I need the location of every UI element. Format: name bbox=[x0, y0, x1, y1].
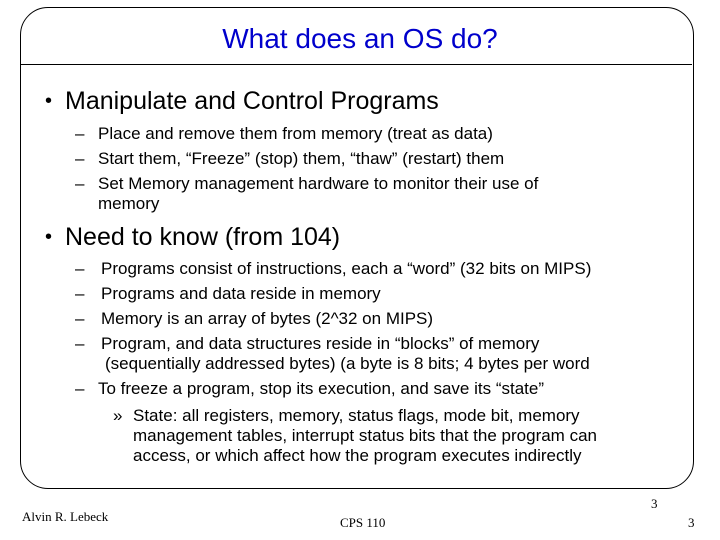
dash-marker: – bbox=[75, 259, 85, 278]
bullet-dot-icon: • bbox=[45, 226, 53, 248]
dash-marker: – bbox=[75, 334, 85, 353]
slide-number-inner: 3 bbox=[651, 496, 658, 511]
bullet-text: Manipulate and Control Programs bbox=[65, 87, 439, 115]
dash-marker: – bbox=[75, 149, 85, 168]
subitem-text-continued: (sequentially addressed bytes) (a byte is 8 bits; 4 bytes per word bbox=[105, 354, 590, 373]
dash-marker: – bbox=[75, 379, 85, 398]
sub-subitem-text-continued: access, or which affect how the program executes indirectly bbox=[133, 446, 582, 465]
sub-subitem-text-continued: management tables, interrupt status bits that the program can bbox=[133, 426, 597, 445]
dash-marker: – bbox=[75, 124, 85, 143]
dash-marker: – bbox=[75, 309, 85, 328]
subitem-text: Start them, “Freeze” (stop) them, “thaw” (restart) them bbox=[98, 149, 505, 168]
slide-title: What does an OS do? bbox=[222, 23, 498, 54]
subitem-text: Set Memory management hardware to monitor their use of bbox=[98, 174, 539, 193]
chevron-marker: » bbox=[113, 406, 123, 425]
footer-author: Alvin R. Lebeck bbox=[22, 509, 109, 524]
subitem-text: Programs consist of instructions, each a “word” (32 bits on MIPS) bbox=[101, 259, 592, 278]
footer-course: CPS 110 bbox=[340, 515, 386, 530]
subitem-text-continued: memory bbox=[98, 194, 160, 213]
subitem-text: Program, and data structures reside in “blocks” of memory bbox=[101, 334, 540, 353]
bullet-text: Need to know (from 104) bbox=[65, 223, 341, 251]
slide-number-outer: 3 bbox=[688, 515, 695, 530]
title-divider bbox=[21, 64, 692, 65]
subitem-text: Place and remove them from memory (treat as data) bbox=[98, 124, 493, 143]
subitem-text: Programs and data reside in memory bbox=[101, 284, 381, 303]
dash-marker: – bbox=[75, 174, 85, 193]
subitem-text: To freeze a program, stop its execution, and save its “state” bbox=[98, 379, 544, 398]
bullet-dot-icon: • bbox=[45, 90, 53, 112]
subitem-text: Memory is an array of bytes (2^32 on MIPS) bbox=[101, 309, 434, 328]
sub-subitem-text: State: all registers, memory, status flags, mode bit, memory bbox=[133, 406, 580, 425]
dash-marker: – bbox=[75, 284, 85, 303]
